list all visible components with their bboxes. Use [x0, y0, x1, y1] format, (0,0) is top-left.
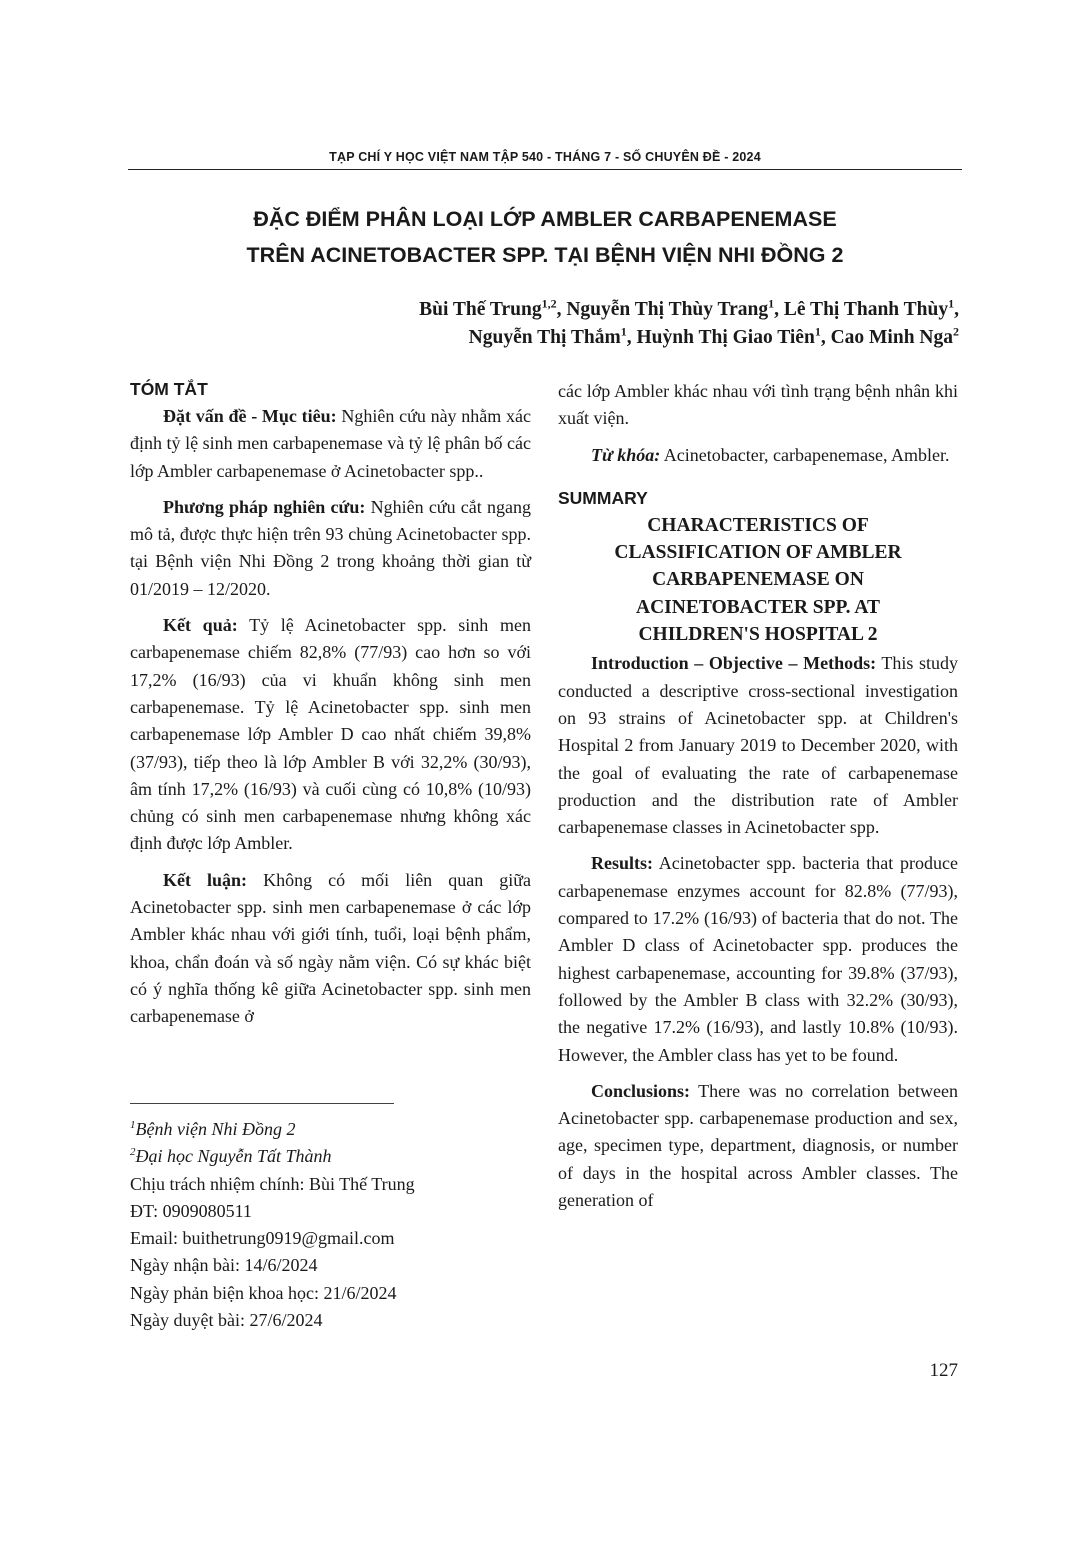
author-list	[259, 296, 959, 352]
contact-email: Email: buithetrung0919@gmail.com	[130, 1228, 395, 1249]
title-line-2: TRÊN ACINETOBACTER SPP. TẠI BỆNH VIỆN NHI ĐỒNG 2	[246, 243, 844, 267]
author-name: Bùi Thế Trung	[419, 299, 542, 320]
page-number: 127	[929, 1360, 958, 1381]
author-affiliation: 1	[814, 324, 821, 339]
author-name: Cao Minh Nga	[830, 327, 953, 348]
vn-methods-paragraph: Phương pháp nghiên cứu: Nghiên cứu cắt ngang mô tả, được thực hiện trên 93 chủng Acinetobacter spp. tại Bệnh viện Nhi Đồng 2 trong khoảng thời gian từ 01/2019 – 12/2020.	[130, 496, 532, 599]
author-affiliation: 2	[953, 324, 959, 339]
header-rule	[128, 169, 962, 170]
en-conclusion-paragraph: Conclusions: There was no correlation between Acinetobacter spp. carbapenemase production and sex, age, specimen type, department, diagnosis, or number of days in the hospital across Ambler classes. The generation of	[558, 1080, 958, 1211]
footnote-rule	[130, 1103, 394, 1104]
tom-tat-heading: TÓM TẮT	[130, 379, 208, 399]
vn-conclusion-continued: các lớp Ambler khác nhau với tình trạng bệnh nhân khi xuất viện.	[558, 381, 958, 429]
footnotes	[130, 1116, 531, 1334]
contact-phone: ĐT: 0909080511	[130, 1200, 252, 1221]
author-name: Lê Thị Thanh Thùy	[783, 299, 949, 320]
author-affiliation: 1	[620, 324, 627, 339]
summary-heading: SUMMARY	[558, 487, 648, 508]
article-title	[128, 201, 962, 273]
vn-keywords: Từ khóa: Acinetobacter, carbapenemase, Ambler.	[591, 444, 950, 465]
affiliation-2: $^2$Đại học Nguyễn Tất Thành	[130, 1146, 332, 1167]
author-line-1: Bùi Thế Trung$^{1,2}$, Nguyễn Thị Thùy Trang$^1$, Lê Thị Thanh Thùy$^1$,	[419, 296, 959, 320]
english-title: CHARACTERISTICS OF CLASSIFICATION OF AMBLER CARBAPENEMASE ON ACINETOBACTER SPP. AT CHILDREN'S HOSPITAL 2	[614, 514, 902, 646]
author-affiliation: 1,2	[541, 296, 557, 311]
left-column	[130, 376, 531, 1040]
author-affiliation: 1	[948, 296, 955, 311]
author-line-2: Nguyễn Thị Thắm$^1$, Huỳnh Thị Giao Tiên$^1$, Cao Minh Nga$^2$	[468, 324, 959, 348]
vn-results-paragraph: Kết quả: Tỷ lệ Acinetobacter spp. sinh men carbapenemase chiếm 82,8% (77/93) cao hơn so với 17,2% (16/93) của vi khuẩn không sinh men carbapenemase. Tỷ lệ Acinetobacter spp. sinh men carbapenemase lớp Ambler D cao nhất chiếm 39,8% (37/93), tiếp theo là lớp Ambler B với 32,2% (30/93), âm tính 17,2% (16/93) và cuối cùng có 10,8% (10/93) chủng có sinh men carbapenemase nhưng không xác định được lớp Ambler.	[130, 615, 531, 854]
date-accepted: Ngày duyệt bài: 27/6/2024	[130, 1310, 323, 1331]
author-name: Nguyễn Thị Thắm	[468, 327, 621, 348]
affiliation-1: $^1$Bệnh viện Nhi Đồng 2	[130, 1119, 296, 1139]
responsible-author: Chịu trách nhiệm chính: Bùi Thế Trung	[130, 1173, 415, 1194]
author-name: Nguyễn Thị Thùy Trang	[566, 299, 769, 320]
date-received: Ngày nhận bài: 14/6/2024	[130, 1255, 318, 1276]
vn-conclusion-paragraph: Kết luận: Không có mối liên quan giữa Acinetobacter spp. sinh men carbapenemase ở các lớp Ambler khác nhau với giới tính, tuổi, loại bệnh phẩm, khoa, chẩn đoán và số ngày nằm viện. Có sự khác biệt có ý nghĩa thống kê giữa Acinetobacter spp. sinh men carbapenemase ở	[130, 869, 531, 1027]
author-affiliation: 1	[768, 296, 775, 311]
author-name: Huỳnh Thị Giao Tiên	[636, 327, 815, 348]
right-column	[558, 378, 958, 1223]
date-reviewed: Ngày phản biện khoa học: 21/6/2024	[130, 1282, 397, 1303]
en-results-paragraph: Results: Acinetobacter spp. bacteria that produce carbapenemase enzymes account for 82.8% (77/93), compared to 17.2% (16/93) of bacteria that do not. The Ambler D class of Acinetobacter spp. produces the highest carbapenemase, accounting for 39.8% (37/93), followed by the Ambler B class with 32.2% (30/93), the negative 17.2% (16/93), and lastly 10.8% (10/93). However, the Ambler class has yet to be found.	[558, 853, 958, 1065]
title-line-1: ĐẶC ĐIỂM PHÂN LOẠI LỚP AMBLER CARBAPENEMASE	[253, 207, 837, 231]
en-intro-paragraph: Introduction – Objective – Methods: This study conducted a descriptive cross-sectional investigation on 93 strains of Acinetobacter spp. at Children's Hospital 2 from January 2019 to December 2020, with the goal of evaluating the rate of carbapenemase production and the distribution rate of Ambler carbapenemase classes in Acinetobacter spp.	[558, 653, 958, 838]
vn-intro-paragraph: Đặt vấn đề - Mục tiêu: Nghiên cứu này nhằm xác định tỷ lệ sinh men carbapenemase và tỷ lệ phân bố các lớp Ambler carbapenemase ở Acinetobacter spp..	[130, 406, 531, 481]
running-header: TẠP CHÍ Y HỌC VIỆT NAM TẬP 540 - THÁNG 7 - SỐ CHUYÊN ĐỀ - 2024	[329, 150, 761, 164]
